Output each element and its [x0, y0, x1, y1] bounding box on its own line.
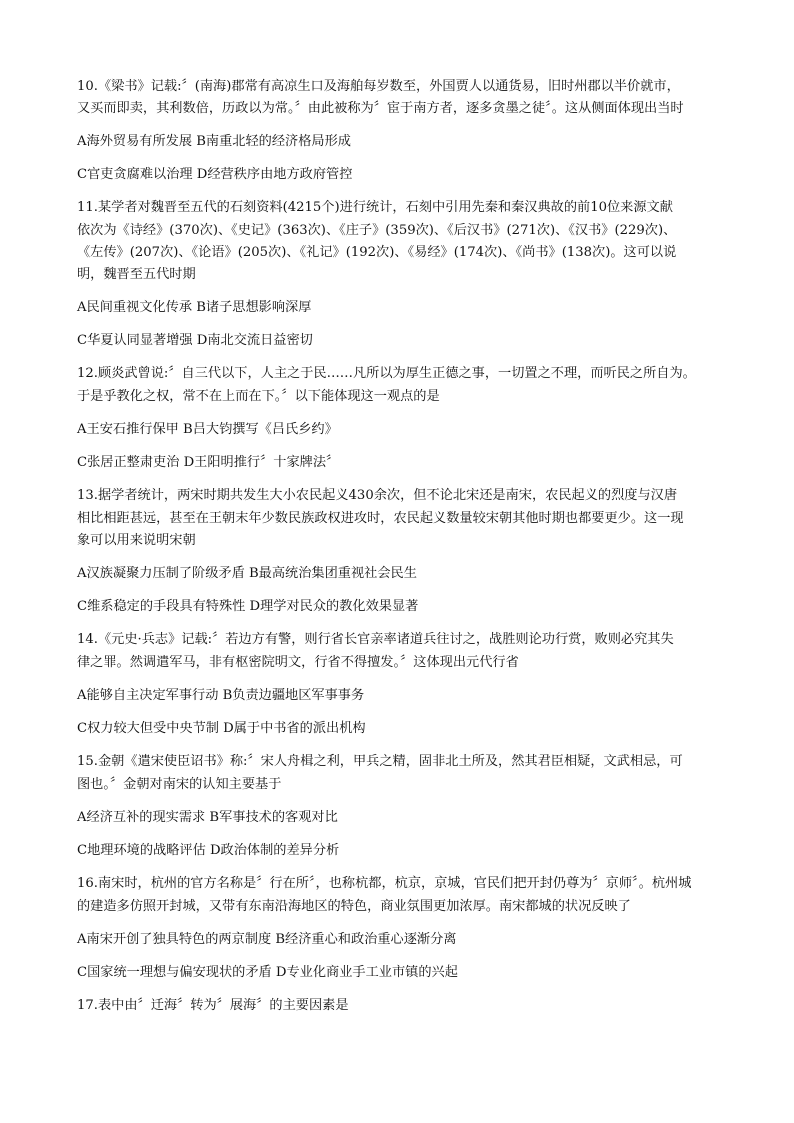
question-stem-line: 明，魏晋至五代时期: [77, 267, 196, 282]
question-stem-line: 图也。〞金朝对南宋的认知主要基于: [77, 777, 282, 792]
question-stem-line: 律之罪。然调遣军马，非有枢密院明文，行省不得擅发。〞这体现出元代行省: [77, 655, 519, 670]
question-stem-line: 13.据学者统计，两宋时期共发生大小农民起义430余次，但不论北宋还是南宋，农民起义的烈度与汉唐: [77, 488, 678, 503]
option-line: A能够自主决定军事行动 B负责边疆地区军事事务: [77, 688, 365, 703]
question-stem-line: 依次为《诗经》(370次)、《史记》(363次)、《庄子》(359次)、《后汉书》(271次)、《汉书》(229次)、: [77, 223, 677, 238]
option-line: C华夏认同显著增强 D南北交流日益密切: [77, 333, 313, 348]
option-line: A海外贸易有所发展 B南重北轻的经济格局形成: [77, 134, 351, 149]
option-line: C官吏贪腐难以治理 D经营秩序由地方政府管控: [77, 167, 353, 182]
option-line: C国家统一理想与偏安现状的矛盾 D专业化商业手工业市镇的兴起: [77, 965, 458, 980]
option-line: C权力较大但受中央节制 D属于中书省的派出机构: [77, 721, 366, 736]
question-stem-line: 10.《梁书》记载:〞(南海)郡常有高凉生口及海舶每岁数至，外国贾人以通货易，旧时州郡以半价就市，: [77, 79, 680, 94]
option-line: A王安石推行保甲 B吕大钧撰写《吕氏乡约》: [77, 422, 338, 437]
option-line: A南宋开创了独具特色的两京制度 B经济重心和政治重心逐渐分离: [77, 932, 457, 947]
question-stem-line: 又买而即卖，其利数倍，历政以为常。〞由此被称为〞宦于南方者，逐多贪墨之徒〞。这从侧面体现出当时: [77, 101, 684, 116]
question-stem-line: 11.某学者对魏晋至五代的石刻资料(4215个)进行统计，石刻中引用先秦和秦汉典故的前10位来源文献: [77, 200, 673, 215]
option-line: C地理环境的战略评估 D政治体制的差异分析: [77, 843, 340, 858]
question-stem-line: 12.顾炎武曾说:〞自三代以下，人主之于民……凡所以为厚生正德之事，一切置之不理，而听民之所自为。: [77, 366, 696, 381]
option-line: A汉族凝聚力压制了阶级矛盾 B最高统治集团重视社会民生: [77, 566, 417, 581]
question-stem-line: 16.南宋时，杭州的官方名称是〞行在所〞，也称杭都，杭京，京城，官民们把开封仍尊为〞京师〞。杭州城: [77, 876, 692, 891]
option-line: A民间重视文化传承 B诸子思想影响深厚: [77, 300, 312, 315]
question-stem-line: 的建造多仿照开封城，又带有东南沿海地区的特色，商业氛围更加浓厚。南宋都城的状况反映了: [77, 899, 631, 914]
question-stem-line: 于是乎教化之权，常不在上而在下。〞以下能体现这一观点的是: [77, 389, 440, 404]
question-stem-line: 15.金朝《遣宋使臣诏书》称:〞宋人舟楫之利，甲兵之精，固非北土所及，然其君臣相疑，文武相忌，可: [77, 754, 683, 769]
option-line: C张居正整肃吏治 D王阳明推行〞十家牌法〞: [77, 455, 340, 470]
question-stem-line: 14.《元史·兵志》记载:〞若边方有警，则行省长官亲率诸道兵往讨之，战胜则论功行赏，败则必究其失: [77, 632, 674, 647]
question-stem-line: 《左传》(207次)、《论语》(205次)、《礼记》(192次)、《易经》(174次)、《尚书》(138次)。这可以说: [77, 245, 677, 260]
question-stem-line: 相比相距甚远，甚至在王朝末年少数民族政权进攻时，农民起义数量较宋朝其他时期也都要更少。这一现: [77, 511, 684, 526]
option-line: A经济互补的现实需求 B军事技术的客观对比: [77, 810, 338, 825]
question-stem-line: 17.表中由〞迁海〞转为〞展海〞的主要因素是: [77, 998, 349, 1013]
option-line: C维系稳定的手段具有特殊性 D理学对民众的教化效果显著: [77, 599, 419, 614]
question-stem-line: 象可以用来说明宋朝: [77, 533, 196, 548]
